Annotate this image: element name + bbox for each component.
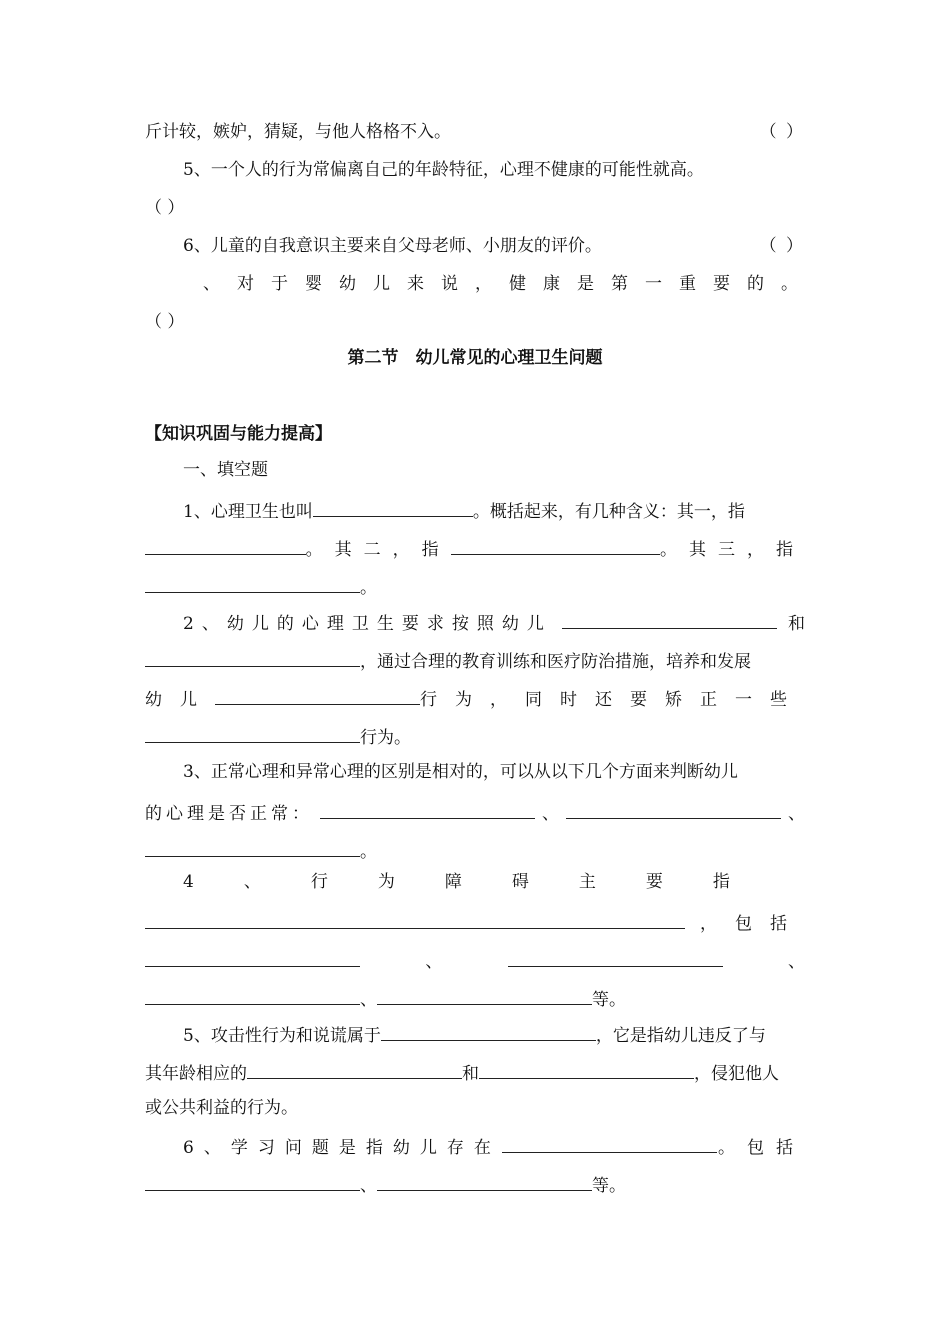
answer-paren[interactable]: （ ） <box>145 198 185 218</box>
tf-question-6: 6、儿童的自我意识主要来自父母老师、小朋友的评价。 （ ） <box>183 236 805 256</box>
blank[interactable] <box>566 798 781 819</box>
fill-question-3-line3: 。 <box>145 836 805 874</box>
fill-question-2-line4: 行为。 <box>145 722 805 760</box>
blank[interactable] <box>479 1058 694 1079</box>
blank[interactable] <box>145 572 360 593</box>
blank[interactable] <box>508 946 723 967</box>
blank[interactable] <box>145 722 360 743</box>
answer-paren[interactable]: （ ） <box>759 236 805 256</box>
fill-question-6-line2: 、 等。 <box>145 1170 805 1208</box>
blank[interactable] <box>562 608 777 629</box>
tf-line-continuation: 斤计较，嫉妒，猜疑，与他人格格不入。 （ ） <box>145 122 805 142</box>
tf-question-5: 5、一个人的行为常偏离自己的年龄特征，心理不健康的可能性就高。 <box>183 160 704 180</box>
fill-question-5: 5、攻击性行为和说谎属于 ，它是指幼儿违反了与 <box>145 1020 805 1058</box>
blank[interactable] <box>145 946 360 967</box>
fill-question-3: 3、正常心理和异常心理的区别是相对的，可以从以下几个方面来判断幼儿 <box>183 762 738 782</box>
fill-question-1: 1、心理卫生也叫 。概括起来，有几种含义：其一，指 <box>145 496 805 534</box>
fill-question-4: 4、行为障碍主要指 <box>183 872 780 892</box>
fill-question-2-line3: 幼儿 行为，同时还要矫正一些 <box>145 684 805 722</box>
fill-question-2-line2: ，通过合理的教育训练和医疗防治措施，培养和发展 <box>145 646 805 684</box>
tf-question-7: 、对于婴幼儿来说，健康是第一重要的。 <box>203 274 815 294</box>
blank[interactable] <box>377 1170 592 1191</box>
fill-question-1-line3: 。 <box>145 572 805 610</box>
fill-question-3-line2: 的心理是否正常： 、 、 <box>145 798 805 836</box>
blank[interactable] <box>377 984 592 1005</box>
blank[interactable] <box>381 1020 596 1041</box>
blank[interactable] <box>502 1132 717 1153</box>
blank[interactable] <box>451 534 660 555</box>
fill-question-5-line3: 或公共利益的行为。 <box>145 1098 298 1118</box>
blank[interactable] <box>145 534 306 555</box>
fill-question-6: 6、学习问题是指幼儿存在 。包括 <box>145 1132 805 1170</box>
blank[interactable] <box>215 684 420 705</box>
section-title: 第二节 幼儿常见的心理卫生问题 <box>347 348 603 368</box>
section-heading: 【知识巩固与能力提高】 <box>145 424 332 444</box>
fill-question-4-line2: ，包括 <box>145 908 805 946</box>
fill-question-4-line3: 、 、 <box>145 946 805 984</box>
blank[interactable] <box>320 798 535 819</box>
blank[interactable] <box>145 908 685 929</box>
fill-question-1-line2: 。其二，指 。其三，指 <box>145 534 805 572</box>
blank[interactable] <box>145 646 360 667</box>
answer-paren[interactable]: （ ） <box>759 122 805 142</box>
fill-question-5-line2: 其年龄相应的 和 ，侵犯他人 <box>145 1058 805 1096</box>
blank[interactable] <box>145 1170 360 1191</box>
blank[interactable] <box>145 836 360 857</box>
blank[interactable] <box>145 984 360 1005</box>
part-title: 一、填空题 <box>183 460 268 480</box>
fill-question-2: 2、幼儿的心理卫生要求按照幼儿 和 <box>145 608 805 646</box>
fill-question-4-line4: 、 等。 <box>145 984 805 1022</box>
blank[interactable] <box>247 1058 462 1079</box>
answer-paren[interactable]: （ ） <box>145 312 185 332</box>
blank[interactable] <box>313 496 473 517</box>
